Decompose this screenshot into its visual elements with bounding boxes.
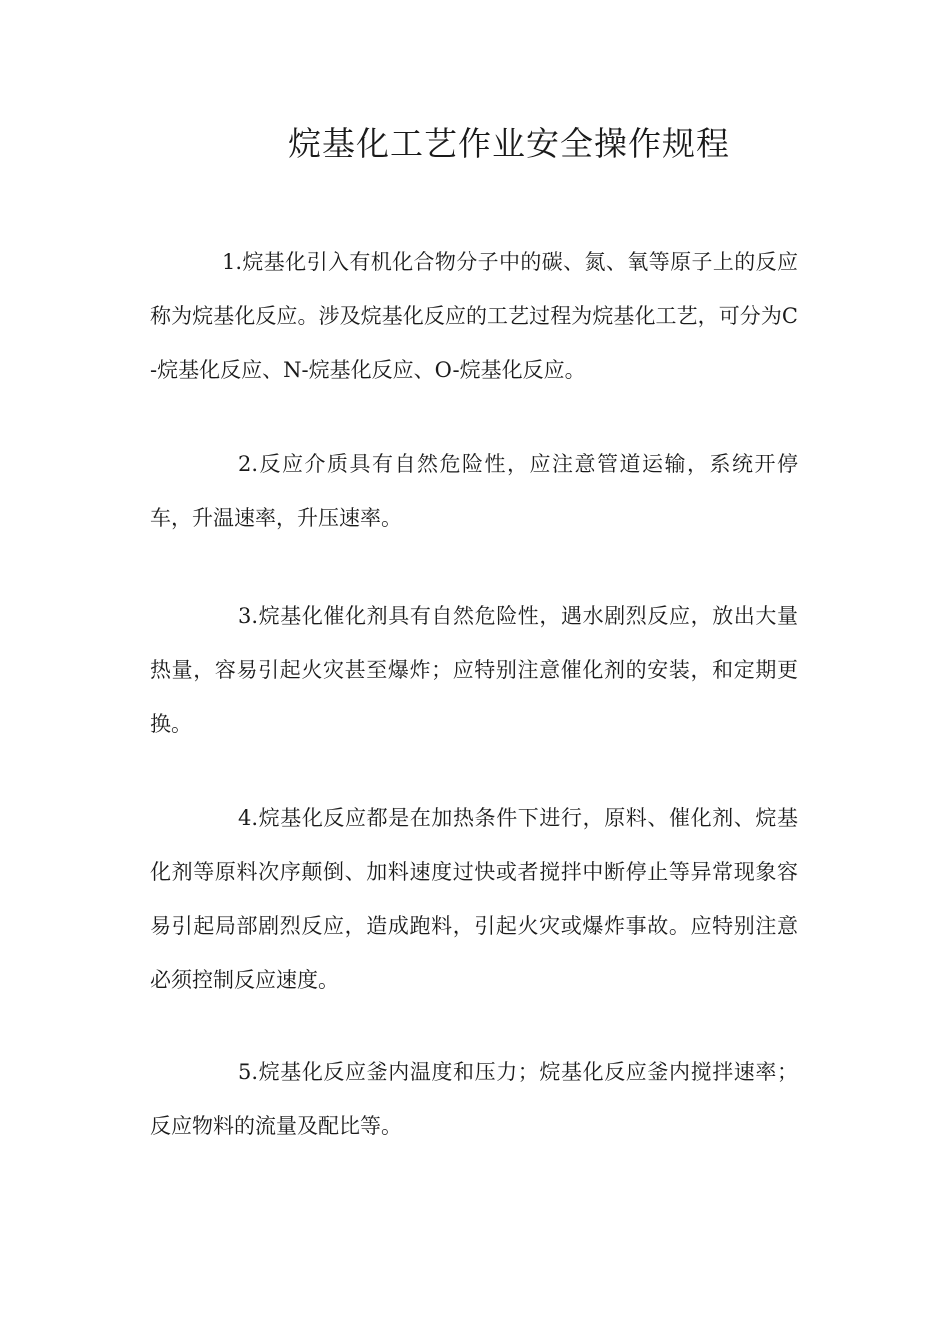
- paragraph-1: 1.烷基化引入有机化合物分子中的碳、氮、氧等原子上的反应称为烷基化反应。涉及烷基化反应的工艺过程为烷基化工艺，可分为C-烷基化反应、N-烷基化反应、O-烷基化反应。: [150, 250, 798, 382]
- paragraph-5: 5.烷基化反应釜内温度和压力；烷基化反应釜内搅拌速率；反应物料的流量及配比等。: [150, 1060, 798, 1138]
- paragraph-2: 2.反应介质具有自然危险性，应注意管道运输，系统开停车，升温速率，升压速率。: [150, 452, 798, 530]
- paragraph-4: 4.烷基化反应都是在加热条件下进行，原料、催化剂、烷基化剂等原料次序颠倒、加料速度过快或者搅拌中断停止等异常现象容易引起局部剧烈反应，造成跑料，引起火灾或爆炸事故。应特别注意必须控制反应速度。: [150, 806, 798, 992]
- paragraph-3: 3.烷基化催化剂具有自然危险性，遇水剧烈反应，放出大量热量，容易引起火灾甚至爆炸；应特别注意催化剂的安装，和定期更换。: [150, 604, 798, 736]
- document-title: 烷基化工艺作业安全操作规程: [288, 124, 730, 163]
